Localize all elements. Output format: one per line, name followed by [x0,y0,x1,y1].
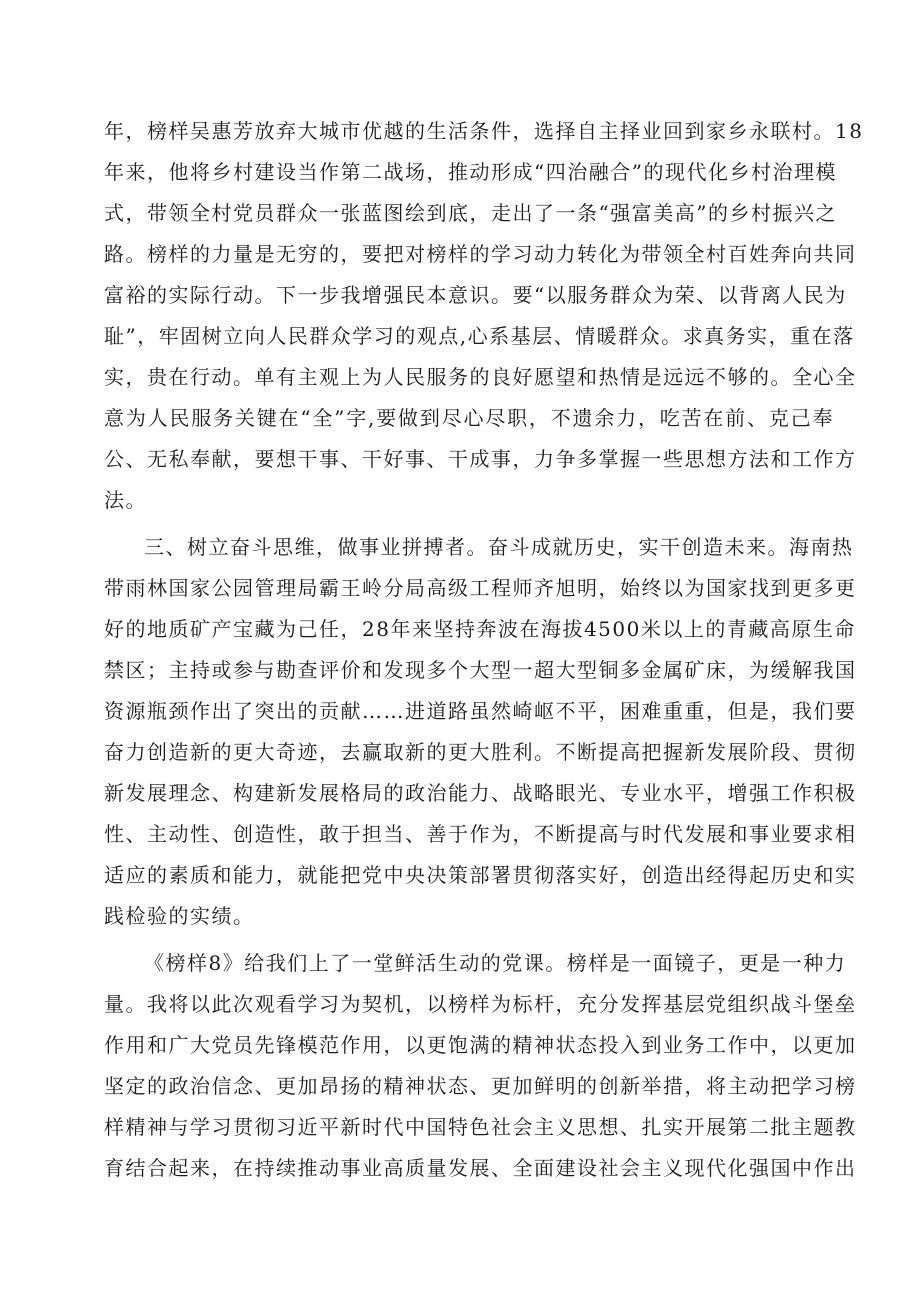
paragraph-3 [104,943,857,1189]
paragraph-line: 意为人民服务关键在“全”字,要做到尽心尽职，不遗余力，吃苦在前、克己奉 [104,406,834,430]
paragraph-line: 路。榜样的力量是无穷的，要把对榜样的学习动力转化为带领全村百姓奔向共同 [104,242,857,266]
paragraph-line: 实，贵在行动。单有主观上为人民服务的良好愿望和热情是远远不够的。全心全 [104,365,857,389]
paragraph-line: 样精神与学习贯彻习近平新时代中国特色社会主义思想、扎实开展第二批主题教 [104,1115,857,1139]
paragraph-line: 育结合起来，在持续推动事业高质量发展、全面建设社会主义现代化强国中作出 [104,1156,857,1180]
paragraph-line: 三、树立奋斗思维，做事业拼搏者。奋斗成就历史，实干创造未来。海南热 [144,535,854,559]
paragraph-line: 禁区；主持或参与勘查评价和发现多个大型一超大型铜多金属矿床，为缓解我国 [104,658,857,682]
paragraph-line: 作用和广大党员先锋模范作用，以更饱满的精神状态投入到业务工作中，以更加 [104,1033,857,1057]
paragraph-line: 好的地质矿产宝藏为己任，28年来坚持奔波在海拔4500米以上的青藏高原生命 [104,617,856,641]
paragraph-line: 奋力创造新的更大奇迹，去赢取新的更大胜利。不断提高把握新发展阶段、贯彻 [104,740,857,764]
paragraph-line: 富裕的实际行动。下一步我增强民本意识。要“以服务群众为荣、以背离人民为 [104,283,847,307]
paragraph-line: 新发展理念、构建新发展格局的政治能力、战略眼光、专业水平，增强工作积极 [104,781,857,805]
paragraph-line: 性、主动性、创造性，敢于担当、善于作为，不断提高与时代发展和事业要求相 [104,822,857,846]
paragraph-line: 坚定的政治信念、更加昂扬的精神状态、更加鲜明的创新举措，将主动把学习榜 [104,1074,857,1098]
paragraph-line: 年，榜样吴惠芳放弃大城市优越的生活条件，选择自主择业回到家乡永联村。18 [104,119,864,143]
paragraph-line: 式，带领全村党员群众一张蓝图绘到底，走出了一条“强富美高”的乡村振兴之 [104,201,837,225]
paragraph-line: 耻”，牢固树立向人民群众学习的观点,心系基层、情暖群众。求真务实，重在落 [104,324,855,348]
paragraph-line: 适应的素质和能力，就能把党中央决策部署贯彻落实好，创造出经得起历史和实 [104,863,857,887]
paragraph-line: 法。 [104,488,147,512]
paragraph-2 [104,527,857,937]
paragraph-line: 公、无私奉献，要想干事、干好事、干成事，力争多掌握一些思想方法和工作方 [104,447,857,471]
paragraph-line: 资源瓶颈作出了突出的贡献……进道路虽然崎岖不平，困难重重，但是，我们要 [104,699,857,723]
paragraph-line: 年来，他将乡村建设当作第二战场，推动形成“四治融合”的现代化乡村治理模 [104,160,837,184]
paragraph-line: 量。我将以此次观看学习为契机，以榜样为标杆，充分发挥基层党组织战斗堡垒 [104,992,857,1016]
paragraph-line: 带雨林国家公园管理局霸王岭分局高级工程师齐旭明，始终以为国家找到更多更 [104,576,857,600]
paragraph-line: 《榜样8》给我们上了一堂鲜活生动的党课。榜样是一面镜子，更是一种力 [144,951,847,975]
paragraph-1 [104,111,864,521]
paragraph-line: 践检验的实绩。 [104,904,255,928]
